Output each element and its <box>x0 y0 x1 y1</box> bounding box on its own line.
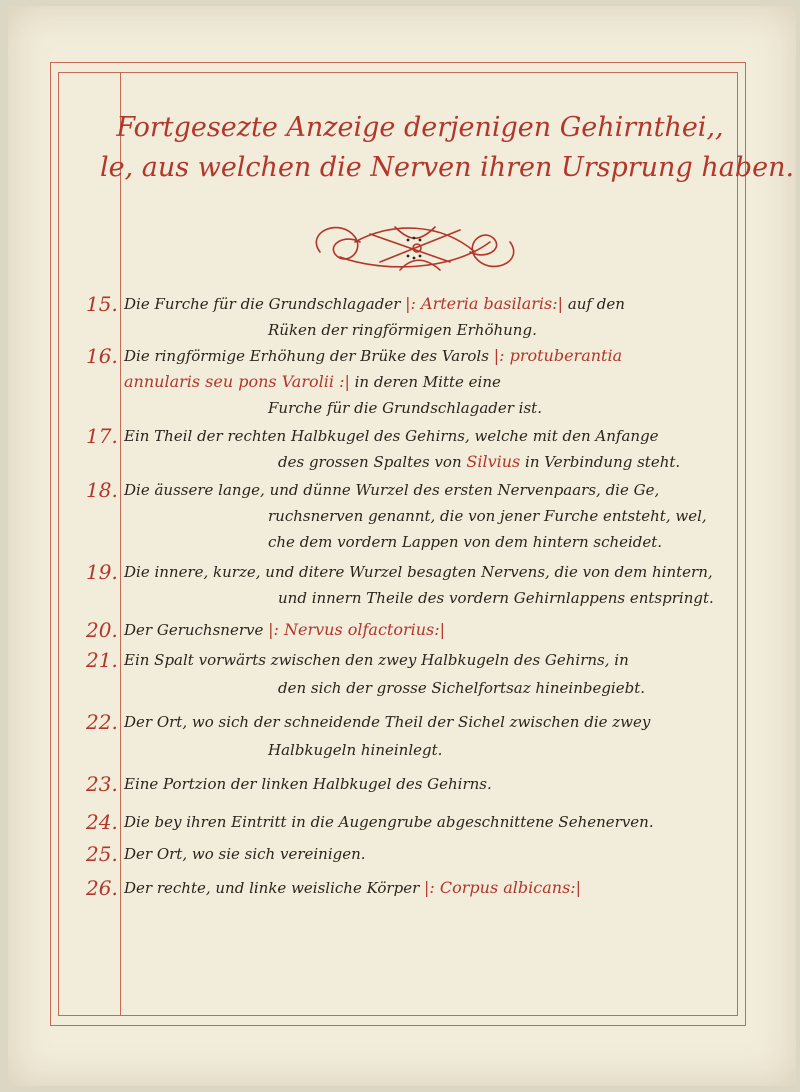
latin-term: |: Arteria basilaris:| <box>405 294 564 313</box>
entry-number: 21. <box>86 648 118 672</box>
entry-number: 25. <box>86 842 118 866</box>
entry-number: 15. <box>86 292 118 316</box>
latin-term: |: Nervus olfactorius:| <box>268 620 446 639</box>
entry-number: 23. <box>86 772 118 796</box>
entry-line: Die innere, kurze, und ditere Wurzel besagten Nervens, die von dem hintern, <box>124 563 713 581</box>
entry-number: 20. <box>86 618 118 642</box>
latin-term: |: protuberantia <box>493 346 623 365</box>
calligraphic-flourish-icon <box>300 212 530 282</box>
entry-number: 24. <box>86 810 118 834</box>
entry-line: Die ringförmige Erhöhung der Brüke des Varols |: protuberantia <box>124 346 623 365</box>
entry-number: 18. <box>86 478 118 502</box>
entry-line: Ein Theil der rechten Halbkugel des Gehirns, welche mit den Anfange <box>124 427 659 445</box>
entry-line: Die äussere lange, und dünne Wurzel des ersten Nervenpaars, die Ge, <box>124 481 660 499</box>
title-line-1: Fortgesezte Anzeige derjenigen Gehirnthei,, <box>116 112 724 143</box>
entry-number: 16. <box>86 344 118 368</box>
latin-term: annularis seu pons Varolii :| <box>124 372 350 391</box>
entry-line: Der Geruchsnerve |: Nervus olfactorius:| <box>124 620 446 639</box>
entry-number: 19. <box>86 560 118 584</box>
title-line-2: le, aus welchen die Nerven ihren Ursprung haben. <box>100 152 795 183</box>
latin-term: Silvius <box>466 452 521 471</box>
entry-line: Eine Portzion der linken Halbkugel des Gehirns. <box>124 775 492 793</box>
entry-line: Der Ort, wo sie sich vereinigen. <box>124 845 366 863</box>
entry-line: Ein Spalt vorwärts zwischen den zwey Halbkugeln des Gehirns, in <box>124 651 629 669</box>
entry-line: den sich der grosse Sichelfortsaz hineinbegiebt. <box>278 679 646 697</box>
entry-line: ruchsnerven genannt, die von jener Furche entsteht, wel, <box>268 507 707 525</box>
entry-line: Furche für die Grundschlagader ist. <box>268 399 542 417</box>
latin-term: |: Corpus albicans:| <box>424 878 582 897</box>
entry-line: Der Ort, wo sich der schneidende Theil der Sichel zwischen die zwey <box>124 713 651 731</box>
entry-line: des grossen Spaltes von Silvius in Verbindung steht. <box>278 452 681 471</box>
entry-number: 26. <box>86 876 118 900</box>
entry-line: Die Furche für die Grundschlagader |: Arteria basilaris:| auf den <box>124 294 625 313</box>
entry-line: che dem vordern Lappen von dem hintern scheidet. <box>268 533 663 551</box>
entry-number: 17. <box>86 424 118 448</box>
entry-line: und innern Theile des vordern Gehirnlappens entspringt. <box>278 589 714 607</box>
entry-number: 22. <box>86 710 118 734</box>
page-title <box>100 108 795 188</box>
margin-rule <box>120 72 121 1016</box>
entry-line: Die bey ihren Eintritt in die Augengrube abgeschnittene Sehenerven. <box>124 813 654 831</box>
entry-line: Der rechte, und linke weisliche Körper |: Corpus albicans:| <box>124 878 582 897</box>
entry-line: Rüken der ringförmigen Erhöhung. <box>268 321 537 339</box>
entry-line: annularis seu pons Varolii :| in deren Mitte eine <box>124 372 501 391</box>
entry-line: Halbkugeln hineinlegt. <box>268 741 443 759</box>
